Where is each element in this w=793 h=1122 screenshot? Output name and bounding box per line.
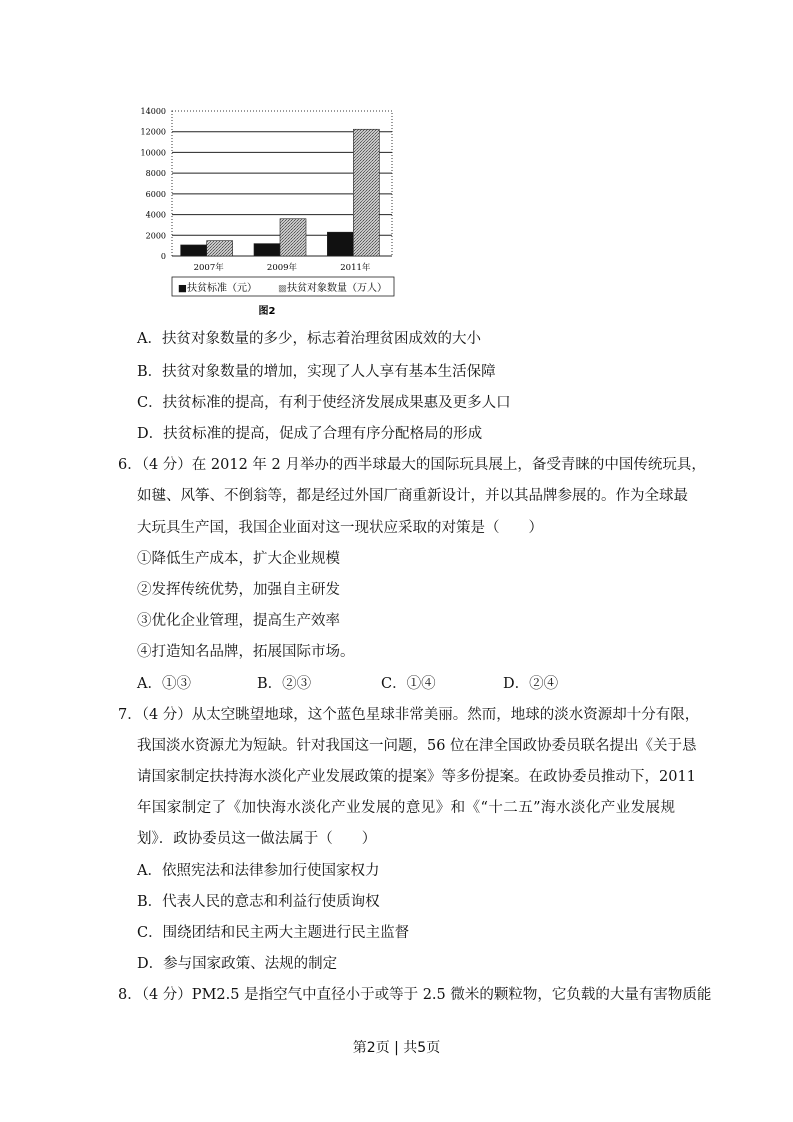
q7-text-line: 划》．政协委员这一做法属于（ ） (137, 831, 377, 847)
bar-chart (120, 100, 400, 320)
q7-option-d[interactable]: D．参与国家政策、法规的制定 (137, 956, 338, 972)
q7-text-line: 请国家制定扶持海水淡化产业发展政策的提案》等多份提案。在政协委员推动下，2011 (137, 769, 696, 785)
q6-answer-b[interactable]: B．②③ (257, 676, 312, 692)
q5-option-b[interactable]: B．扶贫对象数量的增加，实现了人人享有基本生活保障 (137, 364, 496, 380)
x-tick-label: 2011年 (340, 263, 371, 273)
bar-poverty-population (207, 241, 233, 256)
q5-option-c[interactable]: C．扶贫标准的提高，有利于使经济发展成果惠及更多人口 (137, 395, 511, 411)
q6-item: ④打造知名品牌，拓展国际市场。 (137, 644, 355, 660)
bar-poverty-population (280, 219, 306, 256)
bar-poverty-standard (327, 232, 353, 256)
q7-option-c[interactable]: C．围绕团结和民主两大主题进行民主监督 (137, 925, 410, 941)
q7-option-a[interactable]: A．依照宪法和法律参加行使国家权力 (137, 863, 380, 879)
q7-text-line: 年国家制定了《加快海水淡化产业发展的意见》和《“十二五”海水淡化产业发展规 (137, 800, 675, 816)
x-tick-label: 2009年 (266, 263, 298, 273)
y-tick-label: 10000 (140, 148, 166, 158)
chart-caption: 图2 (258, 306, 276, 317)
q7-option-b[interactable]: B．代表人民的意志和利益行使质询权 (137, 894, 380, 910)
legend-marker: ■ (178, 283, 187, 294)
q6-text-line: 如毽、风筝、不倒翁等，都是经过外国厂商重新设计，并以其品牌参展的。作为全球最 (137, 488, 688, 504)
q5-option-a[interactable]: A．扶贫对象数量的多少，标志着治理贫困成效的大小 (137, 331, 481, 347)
q7-text-line: 我国淡水资源尤为短缺。针对我国这一问题，56 位在津全国政协委员联名提出《关于恳 (137, 738, 697, 754)
y-tick-label: 8000 (145, 169, 166, 179)
legend-label: 扶贫对象数量（万人） (287, 283, 387, 294)
q6-item: ①降低生产成本，扩大企业规模 (137, 551, 340, 567)
q6-answer-c[interactable]: C．①④ (381, 676, 436, 692)
q7-text-line: 7．（4 分）从太空眺望地球，这个蓝色星球非常美丽。然而，地球的淡水资源却十分有限， (118, 707, 700, 723)
y-tick-label: 0 (160, 252, 166, 261)
q6-text-line: 6．（4 分）在 2012 年 2 月举办的西半球最大的国际玩具展上，备受青睐的中国传统玩具， (118, 457, 706, 473)
page-footer: 第2页 | 共5页 (352, 1040, 441, 1056)
legend-label: 扶贫标准（元） (187, 283, 257, 294)
q6-item: ③优化企业管理，提高生产效率 (137, 613, 340, 629)
bar-poverty-standard (254, 244, 280, 256)
q6-answer-a[interactable]: A．①③ (137, 676, 191, 692)
legend-marker: ▩ (278, 283, 287, 294)
q6-text-line: 大玩具生产国，我国企业面对这一现状应采取的对策是（ ） (137, 520, 543, 536)
q5-option-d[interactable]: D．扶贫标准的提高，促成了合理有序分配格局的形成 (137, 426, 483, 442)
q6-answer-d[interactable]: D．②④ (503, 676, 559, 692)
y-tick-label: 14000 (140, 107, 166, 116)
y-tick-label: 2000 (145, 231, 166, 241)
y-tick-label: 6000 (145, 189, 166, 199)
bar-poverty-population (353, 129, 379, 256)
q8-text-line: 8．（4 分）PM2.5 是指空气中直径小于或等于 2.5 微米的颗粒物，它负载的大量有害物质能 (118, 987, 712, 1003)
q6-item: ②发挥传统优势，加强自主研发 (137, 582, 340, 598)
y-tick-label: 12000 (140, 127, 166, 137)
bar-poverty-standard (181, 245, 207, 256)
x-tick-label: 2007年 (193, 263, 224, 273)
y-tick-label: 4000 (145, 210, 166, 220)
